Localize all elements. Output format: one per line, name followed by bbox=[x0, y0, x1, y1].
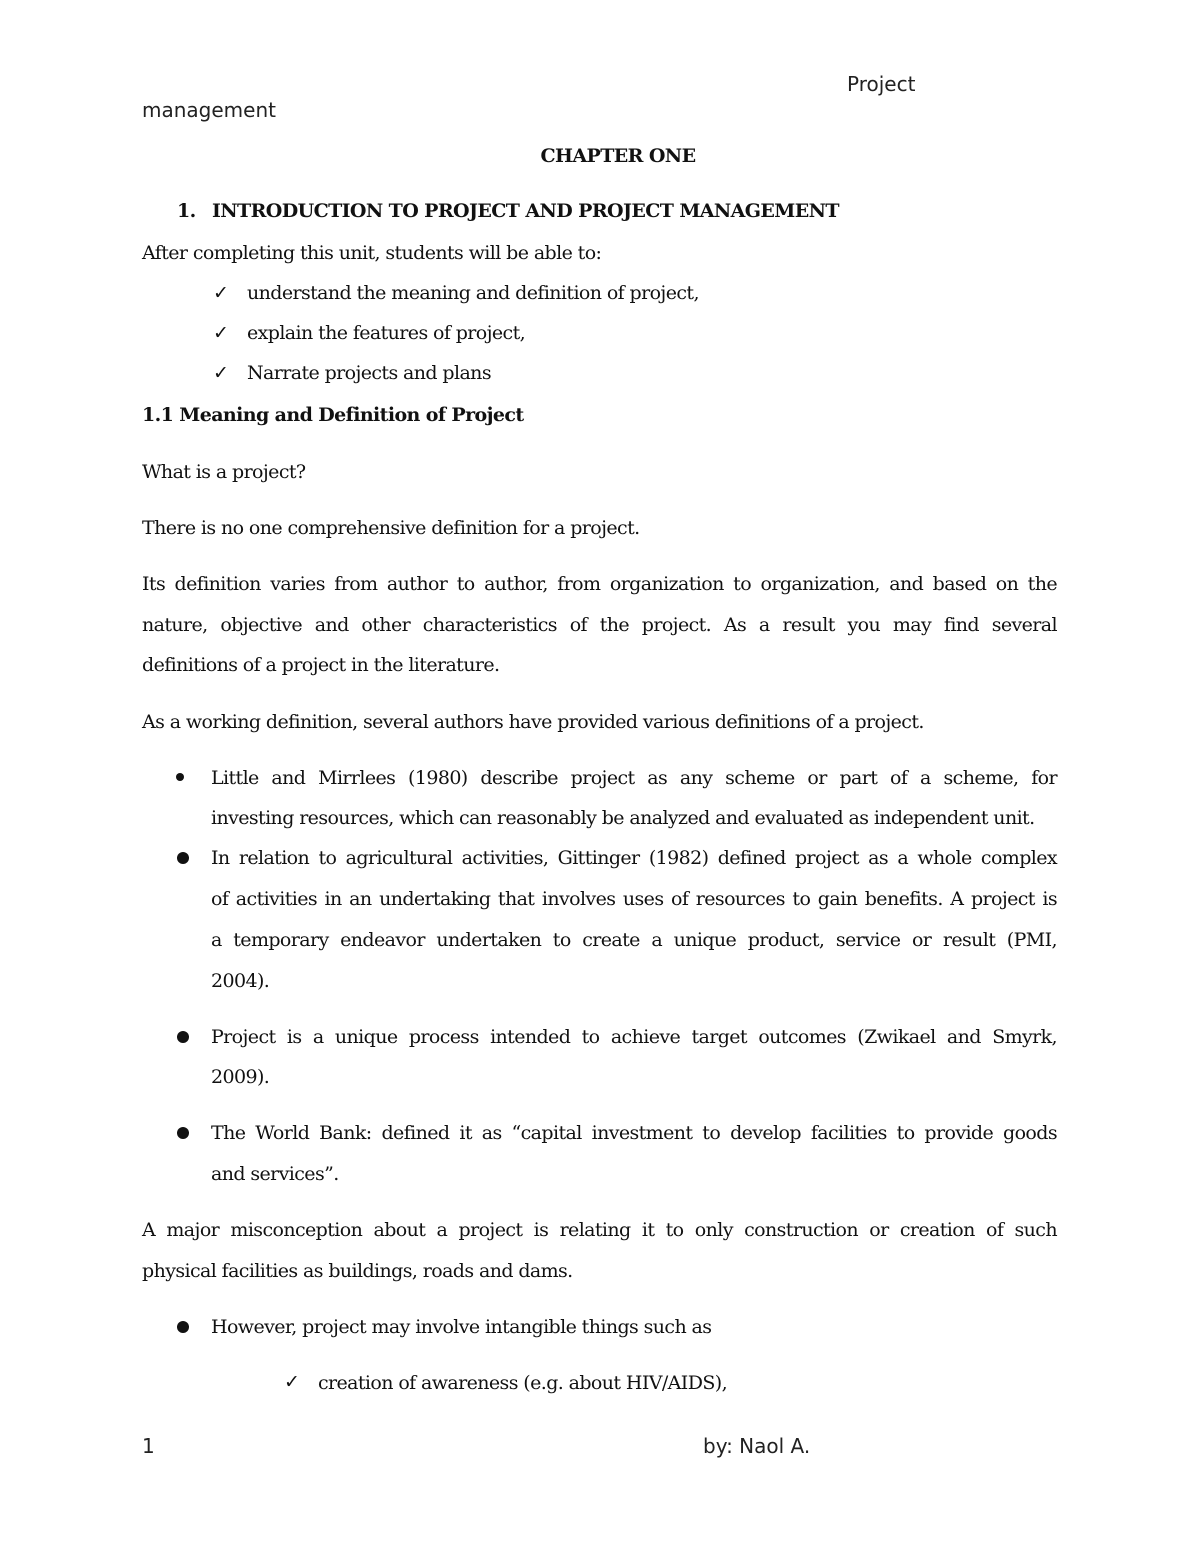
check-icon: ✓ bbox=[213, 362, 229, 384]
page-number: 1 bbox=[142, 1434, 155, 1458]
definition-line: Little and Mirrlees (1980) describe project as any scheme or part of a scheme, for bbox=[211, 767, 1057, 789]
intangible-item: creation of awareness (e.g. about HIV/AIDS), bbox=[318, 1372, 728, 1394]
paragraph-2-line: Its definition varies from author to author, from organization to organization, and based on the bbox=[142, 573, 1057, 595]
check-icon: ✓ bbox=[284, 1371, 300, 1393]
bullet-dot-icon bbox=[177, 1031, 189, 1043]
definition-line: investing resources, which can reasonably be analyzed and evaluated as independent unit. bbox=[211, 807, 1035, 829]
definition-line: In relation to agricultural activities, Gittinger (1982) defined project as a whole complex bbox=[211, 847, 1057, 869]
paragraph-2-line: nature, objective and other characteristics of the project. As a result you may find several bbox=[142, 614, 1057, 636]
bullet-dot-icon bbox=[177, 1127, 189, 1139]
definition-line: 2009). bbox=[211, 1066, 270, 1088]
check-icon: ✓ bbox=[213, 282, 229, 304]
section-heading: INTRODUCTION TO PROJECT AND PROJECT MANAGEMENT bbox=[212, 200, 839, 222]
bullet-dot-icon bbox=[177, 852, 189, 864]
question-text: What is a project? bbox=[142, 461, 306, 483]
header-left-text: management bbox=[142, 98, 276, 122]
paragraph-1: There is no one comprehensive definition for a project. bbox=[142, 517, 640, 539]
footer-author: by: Naol A. bbox=[703, 1434, 811, 1458]
check-icon: ✓ bbox=[213, 322, 229, 344]
section-heading-number: 1. bbox=[177, 200, 196, 222]
header-right-text: Project bbox=[847, 72, 916, 96]
definition-line: of activities in an undertaking that involves uses of resources to gain benefits. A project is bbox=[211, 888, 1057, 910]
objective-item: understand the meaning and definition of project, bbox=[247, 282, 699, 304]
definition-line: a temporary endeavor undertaken to create a unique product, service or result (PMI, bbox=[211, 929, 1057, 951]
chapter-title: CHAPTER ONE bbox=[540, 145, 696, 167]
paragraph-4-line: physical facilities as buildings, roads and dams. bbox=[142, 1260, 573, 1282]
paragraph-3: As a working definition, several authors have provided various definitions of a project. bbox=[142, 711, 924, 733]
however-text: However, project may involve intangible things such as bbox=[211, 1316, 712, 1338]
definition-line: and services”. bbox=[211, 1163, 339, 1185]
definition-line: Project is a unique process intended to achieve target outcomes (Zwikael and Smyrk, bbox=[211, 1026, 1057, 1048]
objective-item: Narrate projects and plans bbox=[247, 362, 491, 384]
subsection-title: 1.1 Meaning and Definition of Project bbox=[142, 404, 524, 426]
definition-line: 2004). bbox=[211, 970, 270, 992]
bullet-dot-icon bbox=[177, 1321, 189, 1333]
objectives-intro: After completing this unit, students will be able to: bbox=[142, 242, 602, 264]
paragraph-4-line: A major misconception about a project is relating it to only construction or creation of such bbox=[142, 1219, 1057, 1241]
definition-line: The World Bank: defined it as “capital investment to develop facilities to provide goods bbox=[211, 1122, 1057, 1144]
paragraph-2-line: definitions of a project in the literature. bbox=[142, 654, 500, 676]
objective-item: explain the features of project, bbox=[247, 322, 526, 344]
bullet-dot-icon bbox=[176, 773, 184, 781]
